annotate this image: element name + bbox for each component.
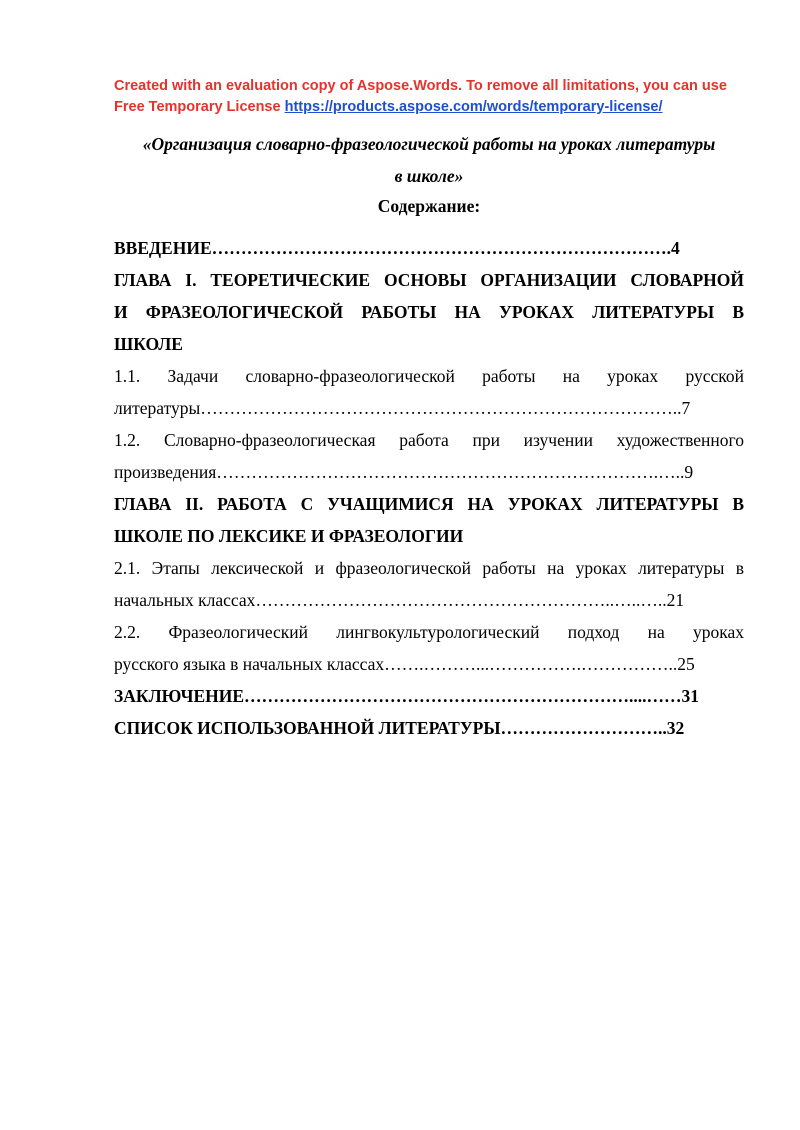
toc-chapter2-line2: ШКОЛЕ ПО ЛЕКСИКЕ И ФРАЗЕОЛОГИИ [114, 526, 464, 546]
document-title [114, 128, 744, 192]
toc-chapter1-line2: И ФРАЗЕОЛОГИЧЕСКОЙ РАБОТЫ НА УРОКАХ ЛИТЕРАТУРЫ В [114, 302, 744, 322]
toc-section-1-1-line1: 1.1. Задачи словарно-фразеологической работы на уроках русской [114, 366, 744, 386]
document-title-line2: в школе» [394, 166, 464, 186]
toc-section-1-2-line1: 1.2. Словарно-фразеологическая работа при изучении художественного [114, 430, 744, 450]
toc-references: СПИСОК ИСПОЛЬЗОВАННОЙ ЛИТЕРАТУРЫ………………………..32 [114, 718, 685, 738]
document-title-line1: «Организация словарно-фразеологической работы на уроках литературы [142, 134, 716, 154]
toc-chapter2-line1: ГЛАВА II. РАБОТА С УЧАЩИМИСЯ НА УРОКАХ ЛИТЕРАТУРЫ В [114, 494, 744, 514]
toc-section-2-2-line2: русского языка в начальных классах…….………...…………….……………..25 [114, 654, 695, 674]
toc-section-2-2-line1: 2.2. Фразеологический лингвокультурологический подход на уроках [114, 622, 744, 642]
toc-section-1-1-line2: литературы………………………………………………………………………..7 [114, 398, 691, 418]
toc-section-2-1-line1: 2.1. Этапы лексической и фразеологической работы на уроках литературы в [114, 558, 744, 578]
evaluation-notice-line2 [114, 97, 754, 118]
toc-introduction: ВВЕДЕНИЕ…………………………………………………………………….4 [114, 238, 680, 258]
evaluation-notice-text: Created with an evaluation copy of Aspose.Words. To remove all limitations, you can use [114, 78, 727, 94]
license-label: Free Temporary License [114, 99, 281, 115]
toc-chapter1-line3: ШКОЛЕ [114, 334, 183, 354]
toc-section-2-1-line2: начальных классах……………………………………………………..…..…..21 [114, 590, 685, 610]
evaluation-notice [114, 76, 754, 118]
toc-section-1-2-line2: произведения………………………………………………………………….…..9 [114, 462, 694, 482]
toc-conclusion: ЗАКЛЮЧЕНИЕ…………………………………………………………....……31 [114, 686, 700, 706]
contents-heading: Содержание: [377, 196, 481, 216]
toc-chapter1-line1: ГЛАВА I. ТЕОРЕТИЧЕСКИЕ ОСНОВЫ ОРГАНИЗАЦИИ СЛОВАРНОЙ [114, 270, 744, 290]
table-of-contents [114, 232, 744, 744]
license-link[interactable]: https://products.aspose.com/words/temporary-license/ [284, 99, 663, 115]
